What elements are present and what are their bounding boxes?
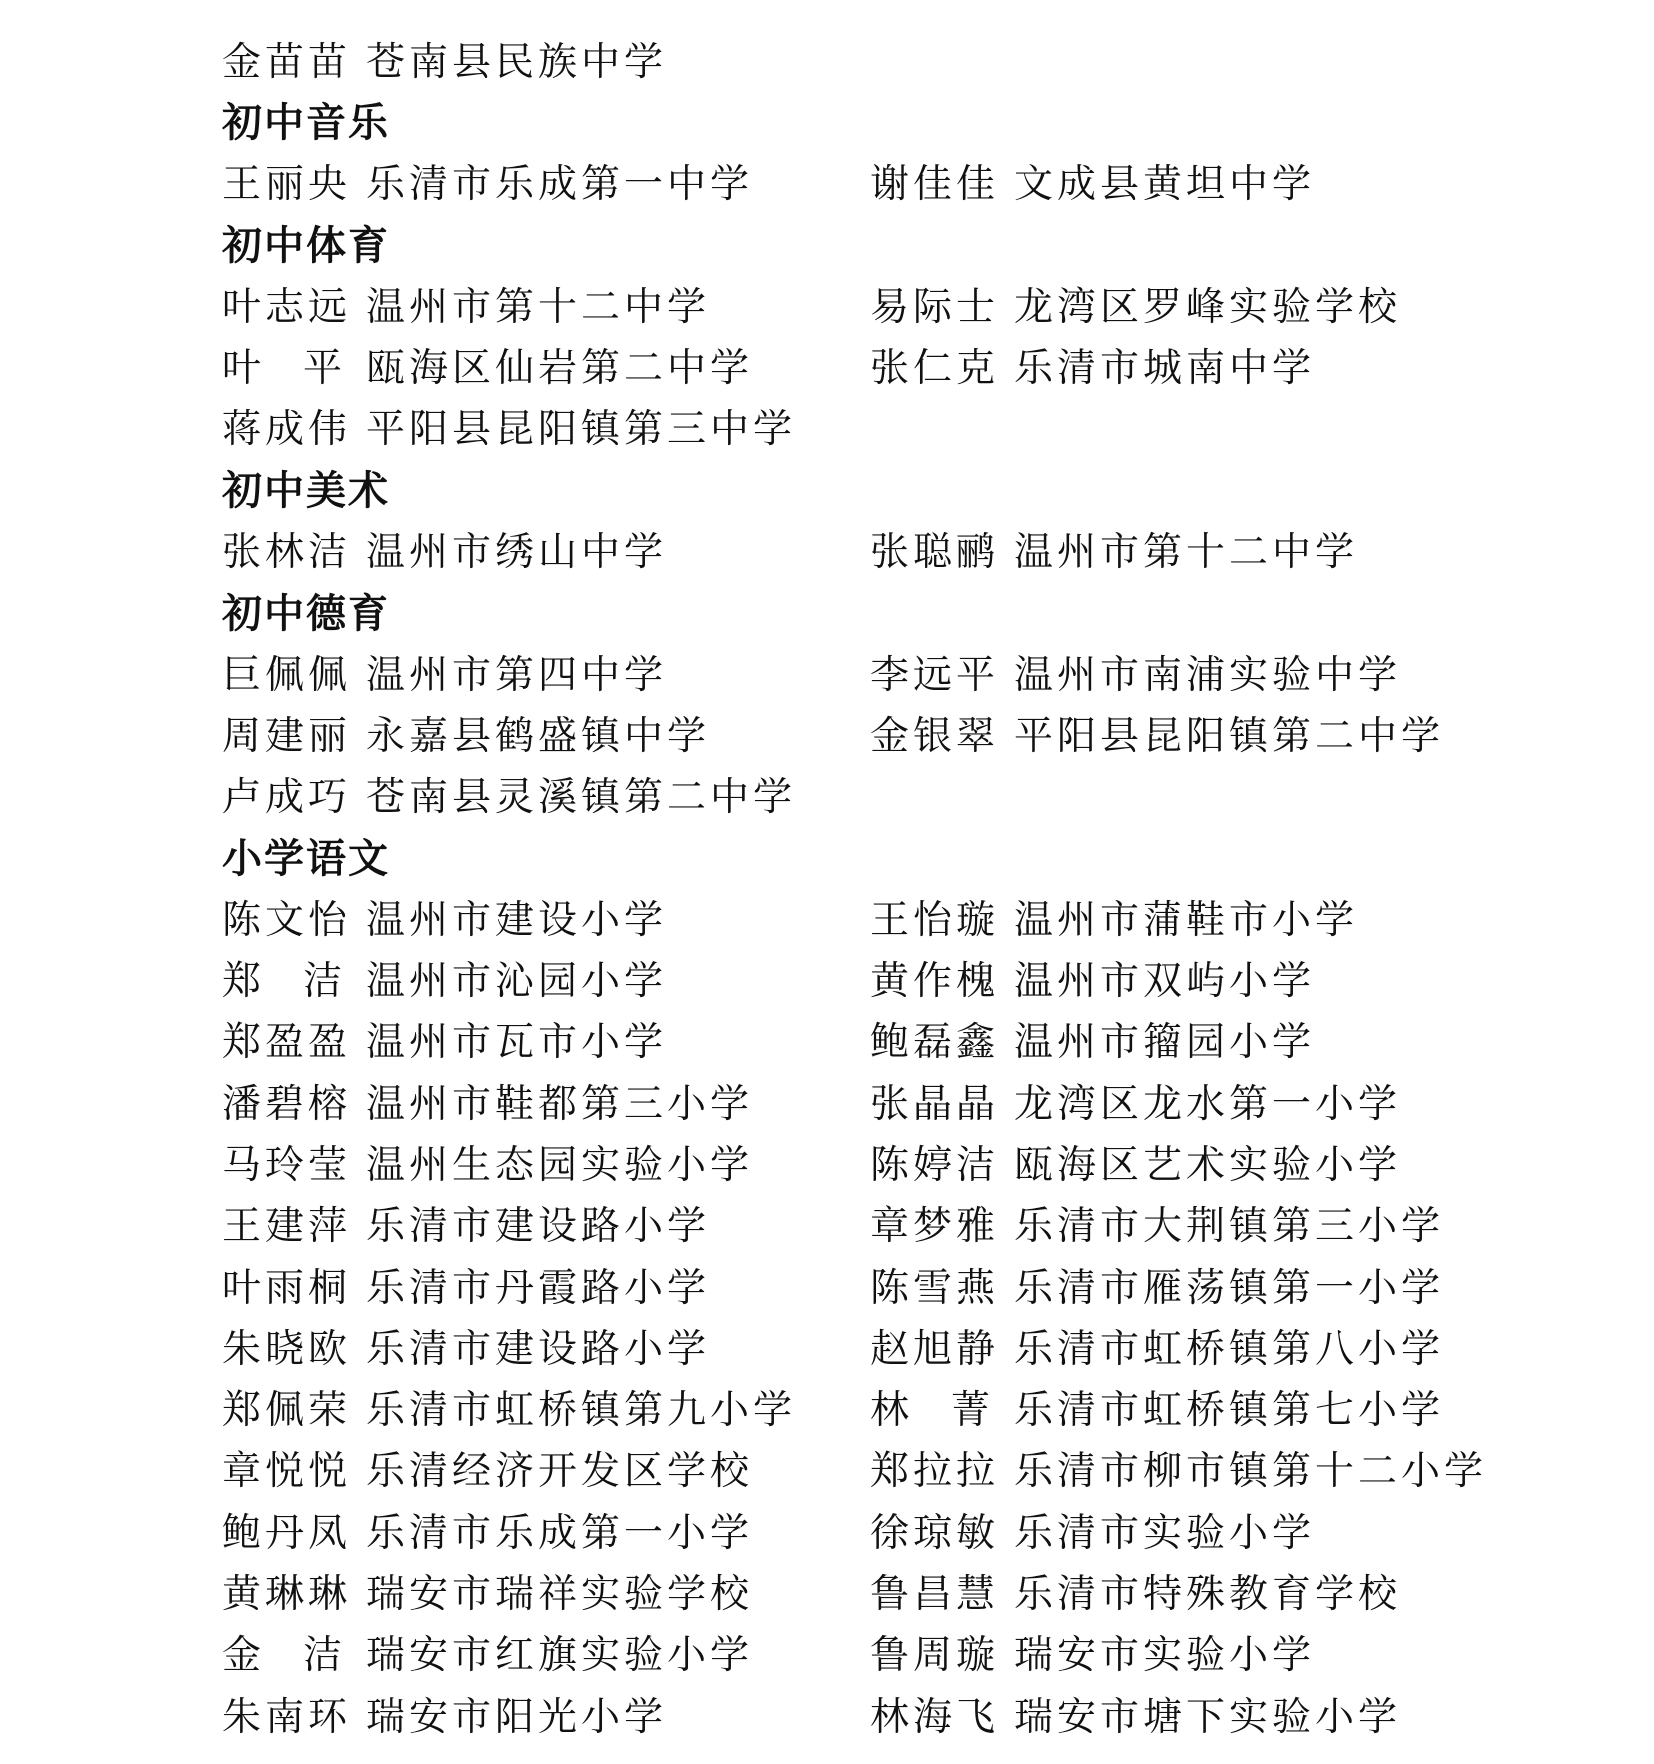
school-name: 平阳县昆阳镇第二中学	[1014, 713, 1445, 759]
list-entry	[870, 950, 1470, 1006]
teacher-name: 郑拉拉	[870, 1449, 1000, 1495]
school-name: 瑞安市塘下实验小学	[1014, 1694, 1402, 1740]
teacher-name: 章悦悦	[222, 1449, 352, 1495]
list-entry	[222, 644, 870, 700]
school-name: 温州市鞋都第三小学	[366, 1081, 754, 1127]
list-row	[222, 1193, 1482, 1254]
teacher-name: 徐琼敏	[870, 1510, 1000, 1556]
list-row	[222, 28, 1482, 89]
teacher-name: 谢佳佳	[870, 162, 1000, 208]
section-heading: 初中音乐	[222, 100, 390, 147]
section-heading: 初中体育	[222, 223, 390, 270]
list-entry	[870, 1502, 1470, 1558]
list-row	[222, 886, 1482, 947]
school-name: 乐清市雁荡镇第一小学	[1014, 1265, 1445, 1311]
school-name: 乐清市建设路小学	[366, 1326, 711, 1372]
list-entry	[222, 1011, 870, 1067]
list-entry	[870, 1073, 1470, 1129]
teacher-name: 张聪鹂	[870, 530, 1000, 576]
teacher-name: 朱南环	[222, 1694, 352, 1740]
list-entry	[222, 705, 870, 761]
list-entry	[222, 1440, 870, 1496]
school-name: 温州市南浦实验中学	[1014, 652, 1402, 698]
section-heading: 小学语文	[222, 836, 390, 882]
list-entry	[870, 276, 1470, 332]
teacher-name: 王建萍	[222, 1204, 352, 1250]
school-name: 温州市双屿小学	[1014, 959, 1316, 1005]
list-row	[222, 1254, 1482, 1315]
teacher-name: 金苗苗	[222, 39, 352, 85]
list-entry	[222, 398, 870, 454]
school-name: 温州市蒲鞋市小学	[1014, 897, 1359, 943]
list-entry	[870, 1379, 1470, 1435]
list-row	[222, 1315, 1482, 1376]
list-entry	[222, 153, 870, 209]
school-name: 永嘉县鹤盛镇中学	[366, 713, 711, 759]
teacher-name: 林 菁	[870, 1388, 994, 1434]
teacher-name: 潘碧榕	[222, 1081, 352, 1127]
list-row	[222, 1377, 1482, 1438]
teacher-name: 叶志远	[222, 284, 352, 330]
list-row	[222, 334, 1482, 395]
list-row	[222, 273, 1482, 334]
school-name: 乐清市大荆镇第三小学	[1014, 1204, 1445, 1250]
list-entry	[222, 1686, 870, 1742]
teacher-name: 蒋成伟	[222, 407, 352, 453]
list-row	[222, 1438, 1488, 1499]
list-entry	[870, 153, 1470, 209]
teacher-name: 郑盈盈	[222, 1020, 352, 1066]
school-name: 乐清市丹霞路小学	[366, 1265, 711, 1311]
list-entry	[222, 31, 870, 87]
list-row	[222, 396, 1482, 457]
school-name: 乐清市建设路小学	[366, 1204, 711, 1250]
school-name: 乐清市乐成第一中学	[366, 162, 754, 208]
list-entry	[870, 889, 1470, 945]
teacher-name: 王丽央	[222, 162, 352, 208]
list-row	[222, 1070, 1482, 1131]
list-entry	[870, 1318, 1470, 1374]
list-entry	[870, 1134, 1470, 1190]
teacher-name: 陈文怡	[222, 897, 352, 943]
school-name: 瑞安市实验小学	[1014, 1633, 1316, 1679]
list-entry	[222, 1257, 870, 1313]
teacher-name: 陈雪燕	[870, 1265, 1000, 1311]
school-name: 温州市沁园小学	[366, 959, 668, 1005]
school-name: 乐清市特殊教育学校	[1014, 1572, 1402, 1618]
teacher-name: 黄作槐	[870, 959, 1000, 1005]
teacher-name: 赵旭静	[870, 1326, 1000, 1372]
teacher-name: 叶 平	[222, 346, 346, 392]
school-name: 温州生态园实验小学	[366, 1142, 754, 1188]
list-entry	[870, 521, 1470, 577]
list-entry	[870, 1011, 1470, 1067]
school-name: 乐清市实验小学	[1014, 1510, 1316, 1556]
list-entry	[870, 1257, 1470, 1313]
teacher-name: 王怡璇	[870, 897, 1000, 943]
list-entry	[222, 1502, 870, 1558]
teacher-name: 郑佩荣	[222, 1388, 352, 1434]
section-heading: 初中德育	[222, 590, 390, 637]
teacher-name: 叶雨桐	[222, 1265, 352, 1311]
section-heading: 初中美术	[222, 468, 390, 515]
list-entry	[222, 1195, 870, 1251]
school-name: 温州市第十二中学	[366, 284, 711, 330]
school-name: 乐清市虹桥镇第七小学	[1014, 1388, 1445, 1434]
school-name: 温州市籀园小学	[1014, 1020, 1316, 1066]
teacher-name: 鲍丹凤	[222, 1510, 352, 1556]
teacher-name: 金 洁	[222, 1633, 346, 1679]
list-entry	[222, 337, 870, 393]
school-name: 乐清市柳市镇第十二小学	[1014, 1449, 1488, 1495]
list-row	[222, 151, 1482, 212]
teacher-name: 林海飞	[870, 1694, 1000, 1740]
teacher-name: 李远平	[870, 652, 1000, 698]
list-entry	[870, 1195, 1470, 1251]
school-name: 乐清市虹桥镇第九小学	[366, 1388, 797, 1434]
list-row	[222, 518, 1482, 579]
list-entry	[870, 1440, 1488, 1496]
school-name: 乐清经济开发区学校	[366, 1449, 754, 1495]
list-entry	[870, 1686, 1470, 1742]
list-row	[222, 1131, 1482, 1192]
list-row	[222, 1499, 1482, 1560]
school-name: 乐清市乐成第一小学	[366, 1510, 754, 1556]
teacher-name: 金银翠	[870, 713, 1000, 759]
school-name: 乐清市城南中学	[1014, 346, 1316, 392]
list-row	[222, 947, 1482, 1008]
teacher-name: 易际士	[870, 284, 1000, 330]
teacher-name: 鲁周璇	[870, 1633, 1000, 1679]
list-entry	[870, 644, 1470, 700]
list-entry	[222, 1134, 870, 1190]
school-name: 乐清市虹桥镇第八小学	[1014, 1326, 1445, 1372]
list-entry	[222, 766, 870, 822]
teacher-name: 巨佩佩	[222, 652, 352, 698]
teacher-name: 卢成巧	[222, 775, 352, 821]
teacher-name: 陈婷洁	[870, 1142, 1000, 1188]
teacher-name: 周建丽	[222, 713, 352, 759]
school-name: 平阳县昆阳镇第三中学	[366, 407, 797, 453]
teacher-name: 黄琳琳	[222, 1572, 352, 1618]
list-entry	[222, 1073, 870, 1129]
list-entry	[222, 276, 870, 332]
list-row	[222, 1560, 1482, 1621]
school-name: 龙湾区龙水第一小学	[1014, 1081, 1402, 1127]
list-row	[222, 764, 1482, 825]
list-entry	[222, 1624, 870, 1680]
school-name: 温州市绣山中学	[366, 530, 668, 576]
list-row	[222, 1009, 1482, 1070]
school-name: 温州市第四中学	[366, 652, 668, 698]
teacher-name: 章梦雅	[870, 1204, 1000, 1250]
school-name: 文成县黄坦中学	[1014, 162, 1316, 208]
teacher-name: 马玲莹	[222, 1142, 352, 1188]
school-name: 苍南县民族中学	[366, 39, 668, 85]
list-entry	[222, 1379, 870, 1435]
school-name: 瑞安市瑞祥实验学校	[366, 1572, 754, 1618]
school-name: 苍南县灵溪镇第二中学	[366, 775, 797, 821]
list-row	[222, 1622, 1482, 1683]
school-name: 瓯海区仙岩第二中学	[366, 346, 754, 392]
list-entry	[222, 1563, 870, 1619]
school-name: 瑞安市红旗实验小学	[366, 1633, 754, 1679]
document-page	[222, 28, 1488, 1744]
list-entry	[222, 521, 870, 577]
school-name: 龙湾区罗峰实验学校	[1014, 284, 1402, 330]
school-name: 温州市第十二中学	[1014, 530, 1359, 576]
teacher-name: 张仁克	[870, 346, 1000, 392]
school-name: 温州市建设小学	[366, 897, 668, 943]
teacher-name: 张林洁	[222, 530, 352, 576]
teacher-name: 张晶晶	[870, 1081, 1000, 1127]
school-name: 温州市瓦市小学	[366, 1020, 668, 1066]
teacher-name: 朱晓欧	[222, 1326, 352, 1372]
teacher-name: 鲁昌慧	[870, 1572, 1000, 1618]
school-name: 瑞安市阳光小学	[366, 1694, 668, 1740]
list-entry	[870, 337, 1470, 393]
list-entry	[222, 1318, 870, 1374]
list-entry	[222, 889, 870, 945]
list-entry	[870, 1624, 1470, 1680]
list-entry	[222, 950, 870, 1006]
school-name: 瓯海区艺术实验小学	[1014, 1142, 1402, 1188]
list-entry	[870, 1563, 1470, 1619]
list-row	[222, 702, 1482, 763]
list-row	[222, 641, 1482, 702]
teacher-name: 郑 洁	[222, 959, 346, 1005]
list-entry	[870, 705, 1470, 761]
list-row	[222, 1683, 1482, 1744]
teacher-name: 鲍磊鑫	[870, 1020, 1000, 1066]
